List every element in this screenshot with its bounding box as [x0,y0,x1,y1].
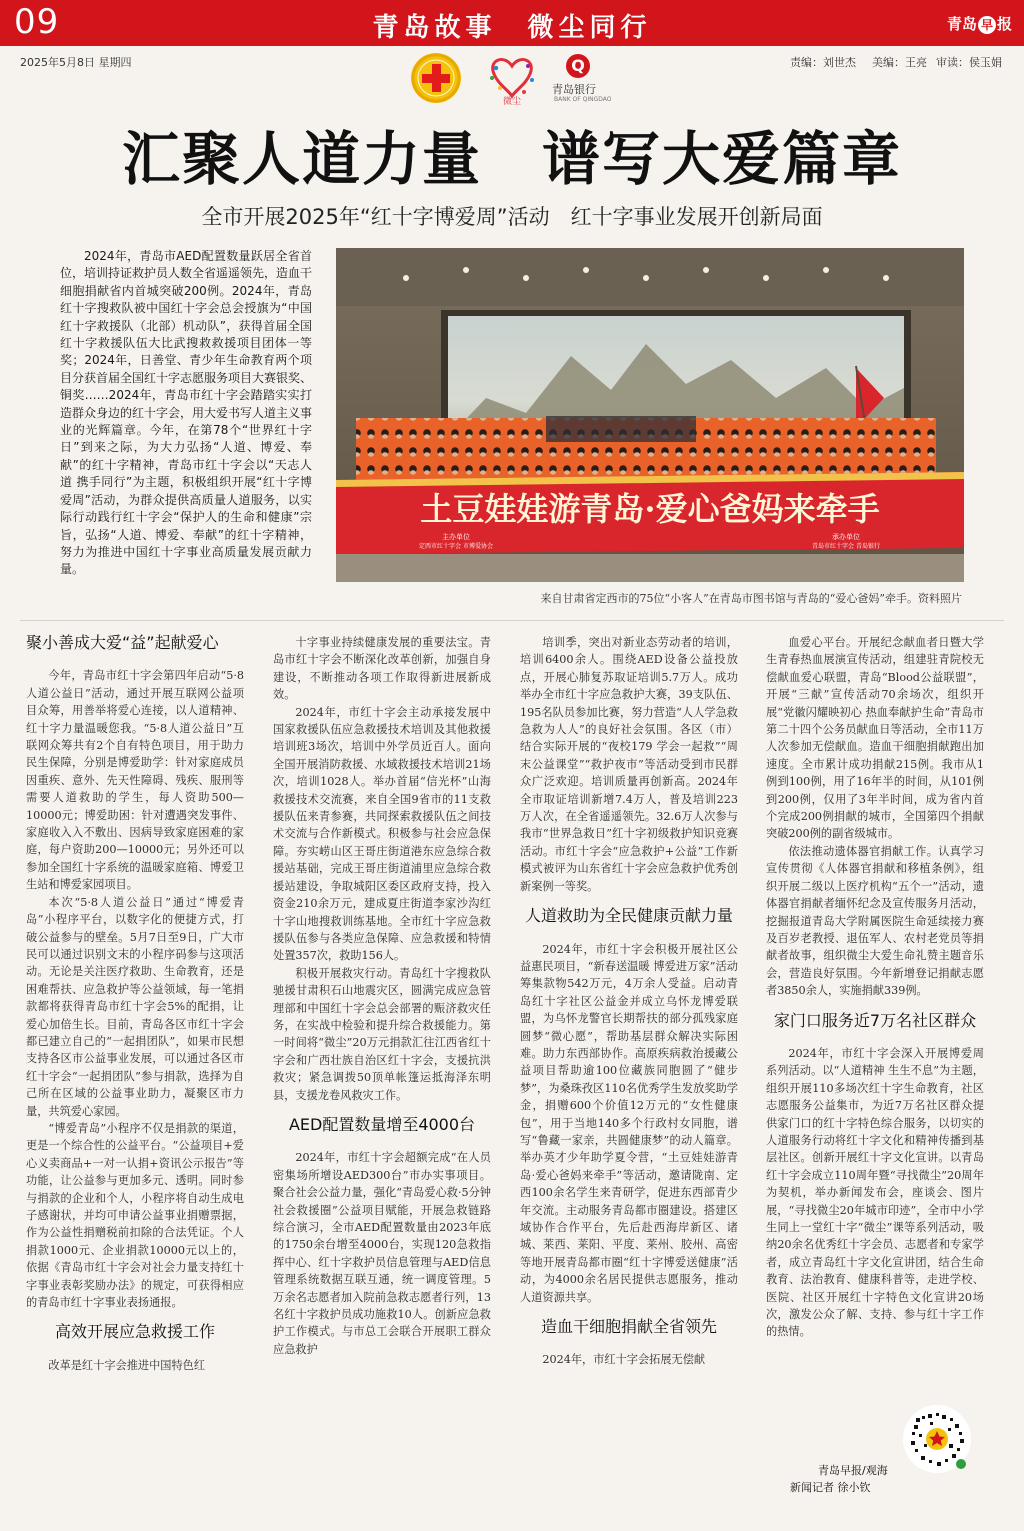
body-paragraph: 培训季，突出对新业态劳动者的培训，培训6400余人。围绕AED设备公益投放点，开展心肺复苏取证培训5.7万人。成功举办全市红十字应急救护大赛，39支队伍、195名队员参加比赛，努力营造“人人学急救 急救为人人”的良好社会氛围。各区（市）结合实际开展的“夜校179 学会一起救”“周末公益课堂”“救护夜市”等活动受到市民群众广泛欢迎。培训质量再创新高。2024年全市取证培训新增7.4万人，普及培训223万人次，在全省遥遥领先。32.6万人次参与我市“世界急救日”红十字初级救护知识竞赛活动。市红十字会“应急救护+公益”工作新模式被评为山东省红十字会应急救护优秀创新案例一等奖。 [520,636,738,893]
body-paragraph: 2024年，市红十字会积极开展社区公益惠民项目，“新春送温暖 博爱进万家”活动筹集款物542万元，4万余人受益。启动青岛红十字社区公益金并成立乌怀龙博爱联盟，为乌怀龙警官长期帮扶的部分孤残家庭圆梦“微心愿”，帮助基层群众解决实际困难。助力东西部协作。高原疾病救治援藏公益项目帮助逾100位藏族同胞圆了“健步梦”，为桑珠孜区110名优秀学生发放奖助学金，捐赠600个价值12万元的“女性健康包”，用于当地140多个行政村女同胞，谱写“鲁藏一家亲，共圆健康梦”的动人篇章。举办英才少年助学夏令营，“土豆娃娃游青岛·爱心爸妈来牵手”等活动，邀请陇南、定西100余名学生来青研学，促进东西部青少年交流。主动服务青岛都市圈建设。搭建区域协作合作平台，先后赴西海岸新区、诸城、莱西、莱阳、平度、莱州、胶州、高密等地开展青岛都市圈“红十字博爱送健康”活动，为4000余名居民提供志愿服务，推动人道资源共享。 [520,942,738,1304]
mini-program-qr-code[interactable] [902,1404,972,1474]
proofreader-credit: 审读：侯玉娟 [936,56,1002,69]
banner-text: 土豆娃娃游青岛·爱心爸妈来牵手 [420,490,880,528]
body-paragraph: 2024年，市红十字会主动承接发展中国家救援队伍应急救援技术培训及其他救援培训班3场次，培训中外学员近百人。面向全国开展消防救援、水域救援技术培训21场次，培训1028人。举办首届“信光杯”山海救援技术交流赛，来自全国9省市的11支救援队伍来青参赛，共同探索救援队伍之间技术交流与合作新模式。积极参与社会应急保障。夯实崂山区王哥庄街道港东应急综合救援站基础，完成王哥庄街道浦里应急综合救援站建设，争取城阳区委区政府支持，投入资金210余万元，建成夏庄街道李家沙沟红十字山地搜救训练基地。全市红十字应急救援队伍参与各类应急保障、应急救援和特情处置357次，救助156人。 [273,705,491,963]
column-1 [26,634,244,1374]
sponsor-logos [408,50,618,108]
bank-english-name: BANK OF QINGDAO [554,96,612,103]
bank-logo [552,54,622,106]
weichen-logo-icon [484,52,540,106]
body-paragraph: “博爱青岛”小程序不仅是捐款的渠道，更是一个综合性的公益平台。“公益项目+爱心义卖商品+一对一认捐+资讯公示报告”等功能，让公益参与更加多元、透明。同时参与捐款的企业和个人，小程序将自动生成电子感谢状，并均可申请公益事业捐赠票据，作为公益性捐赠税前扣除的合法凭证。个人捐款1000元、企业捐款10000元以上的，依据《青岛市红十字会对社会力量支持红十字事业表彰奖励办法》的规定，可获得相应的青岛市红十字事业表扬通报。 [26,1121,244,1310]
page-number: 09 [14,2,60,42]
brand-left: 青岛 [946,15,977,33]
article-intro: 2024年，青岛市AED配置数量跃居全省首位，培训持证救护员人数全省遥遥领先，造血干细胞捐献省内首城突破200例。2024年，青岛红十字搜救队被中国红十字会总会授旗为“中国红十字救援队（北部）机动队”，获得首届全国红十字救援队伍大比武搜救救援项目团体一等奖；2024年，日善堂、青少年生命教育两个项目分获首届全国红十字志愿服务项目大赛银奖、铜奖……2024年，青岛市红十字会踏踏实实打造群众身边的红十字会，用大爱书写人道主义事业的光辉篇章。今年，在第78个“世界红十字日”到来之际，为大力弘扬“人道、博爱、奉献”的红十字精神，青岛市红十字会以“天志人道 携手同行”为主题，积极组织开展“红十字博爱周”活动，为群众提供高质量人道服务，以实际行动践行红十字会“保护人的生命和健康”宗旨，弘扬“人道、博爱、奉献”的红十字精神，努力为推进中国红十字事业高质量发展贡献力量。 [60,249,313,577]
issue-date: 2025年5月8日 星期四 [20,56,132,69]
editor-credit: 责编：刘世杰 [790,56,856,69]
body-paragraph: 改革是红十字会推进中国特色红 [48,1358,206,1372]
section-heading: 造血干细胞捐献全省领先 [540,1317,717,1337]
section-heading: 家门口服务近7万名社区群众 [773,1010,977,1030]
body-paragraph: 2024年，市红十字会拓展无偿献 [542,1353,706,1367]
banner-host-label: 承办单位 [832,533,860,541]
group-photo [336,248,964,582]
body-paragraph: 十字事业持续健康发展的重要法宝。青岛市红十字会不断深化改革创新，加强自身建设，不断推动各项工作取得新进展新成效。 [273,636,491,702]
body-paragraph: 依法推动遗体器官捐献工作。认真学习宣传贯彻《人体器官捐献和移植条例》，组织开展二级以上医疗机构“五个一”活动，遗体器官捐献者缅怀纪念及宣传服务月活动，挖掘报道青岛大学附属医院生命延续接力赛及百岁老教授、退伍军人、农村老党员等捐献者故事，组织微尘大爱生命礼赞主题音乐会，营造良好氛围。今年新增登记捐献志愿者3850余人，实施捐献339例。 [766,844,984,998]
section-heading: 高效开展应急救援工作 [54,1322,215,1342]
weichen-text: 微尘 [502,97,522,106]
body-paragraph: 2024年，市红十字会深入开展博爱周系列活动。以“人道精神 生生不息”为主题，组织开展110多场次红十字生命教育，社区志愿服务公益集市，为近7万名社区群众提供家门口的红十字特色综合服务，以切实的人道服务行动将红十字文化和精神传播到基层社区。创新开展红十字文化宣讲。以青岛红十字会成立110周年暨“寻找微尘”20周年为契机，举办新闻发布会，座谈会、图片展，“寻找微尘20年城市印迹”，全市中小学生同上一堂红十字“微尘”课等系列活动，吸纳20余名优秀红十字会员、志愿者和专家学者，成立青岛红十字文化宣讲团，结合生命教育、法治教育、健康科普等，走进学校、医院、社区开展红十字特色文化宣讲20场次，激发公众了解、支持、参与红十字工作的热情。 [766,1046,984,1339]
section-heading: AED配置数量增至4000台 [288,1114,476,1134]
body-paragraph: 本次“5·8人道公益日”通过“博爱青岛”小程序平台，以数字化的便捷方式，打破公益参与的壁垒。5月7日至9日，广大市民可以通过识别文末的小程序码参与这项活动。无论是关注医疗救助、生命教育，还是困难帮扶、应急救护等公益领域，每一笔捐款都将获得青岛市红十字会5%的配捐，让爱心加倍生长。目前，青岛各区市红十字会都已建立自己的“一起捐团队”，如果市民想支持各区市公益事业发展，可以通过各区市红十字会“一起捐团队”参与捐款，选择为自己所在区域的公益事业助力，凝聚区市力量，共筑爱心家园。 [26,895,244,1118]
banner-organizer-label: 主办单位 [442,533,470,541]
column-3 [520,634,738,1369]
banner-organizer-names: 定西市红十字会 市博爱协会 [419,543,493,550]
photo-caption: 来自甘肃省定西市的75位“小客人”在青岛市图书馆与青岛的“爱心爸妈”牵手。资料照片 [540,592,962,605]
body-paragraph: 2024年，市红十字会超额完成“在人员密集场所增设AED300台”市办实事项目。聚合社会公益力量，强化“青岛爱心救·5分钟社会救援圈”公益项目赋能，开展急救链路综合演习，全市AED配置数量由2023年底的1750余台增至4000台，实现120急救指挥中心、红十字救护员信息管理与AED信息管理系统数据互联互通，统一调度管理。5万余名志愿者加入院前急救志愿者行列，13名红十字救护员成功施救10人。创新应急救护工作模式。与市总工会联合开展职工群众应急救护 [273,1151,491,1356]
bank-name: 青岛银行 [552,83,596,96]
section-title: 青岛故事 微尘同行 [372,13,652,43]
subheadline: 全市开展2025年“红十字博爱周”活动 红十字事业发展开创新局面 [201,205,823,229]
brand-right: 报 [996,15,1012,33]
byline [790,1462,888,1496]
body-paragraph: 积极开展救灾行动。青岛红十字搜救队驰援甘肃积石山地震灾区，圆满完成应急管理部和中国红十字会总会部署的赈济救灾任务，在实战中检验和提升综合救援能力。第一时间将“微尘”20万元捐款汇往江西省红十字会和广西壮族自治区红十字会，支援抗洪救灾；紧急调拨50顶单帐篷运抵海泽东明县，支援龙卷风救灾工作。 [273,966,491,1102]
designer-credit: 美编：王亮 [872,56,927,69]
column-4 [766,634,984,1341]
red-cross-emblem-icon [411,53,461,103]
section-heading: 聚小善成大爱“益”起献爱心 [26,633,219,652]
body-paragraph: 今年，青岛市红十字会第四年启动“5·8人道公益日”活动，通过开展互联网公益项目众筹，用善举将爱心连接，以人道精神、红十字力量温暖您我。“5·8人道公益日”互联网众筹共有2个自有特色项目，用于助力民生保障，分别是博爱助学：针对家庭成员因重疾、意外、先天性障碍、残疾、服刑等需要人道救助的学生，每人资助500—10000元；博爱助困：针对遭遇突发事件、家庭收入入不敷出、因病导致家庭困难的家庭，每户资助200—10000元；另外还可以参加全国红十字系统的温暖家庭箱、博爱卫生站和博爱家园项目。 [26,669,244,892]
headline: 汇聚人道力量 谱写大爱篇章 [121,125,902,193]
body-paragraph: 血爱心平台。开展纪念献血者日暨大学生青春热血展演宣传活动，组建驻青院校无偿献血爱心联盟，青岛“Blood公益联盟”，开展“三献”宣传活动70余场次，组织开展“党徽闪耀映初心 热血奉献护生命”青岛市第二十四个公务员献血日等活动，全市11万人次参加无偿献血。造血干细胞捐献跑出加速度。全市累计成功捐献215例。我市从1例到100例，用了16年半的时间，从101例到200例，仅用了3年半时间，成为省内首个完成200例捐献的城市，全国第四个捐献突破200例的副省级城市。 [766,636,984,841]
bank-mark-icon: Q [566,54,590,78]
byline-reporter: 新闻记者 徐小钦 [790,1481,871,1494]
byline-source: 青岛早报/观海 [818,1464,888,1477]
banner-host-names: 青岛市红十字会 青岛银行 [812,543,880,550]
newspaper-brand[interactable] [947,13,1012,34]
brand-circle: 早 [978,16,996,34]
section-divider [20,620,1004,621]
column-2 [273,634,491,1358]
section-heading: 人道救助为全民健康贡献力量 [524,906,733,926]
